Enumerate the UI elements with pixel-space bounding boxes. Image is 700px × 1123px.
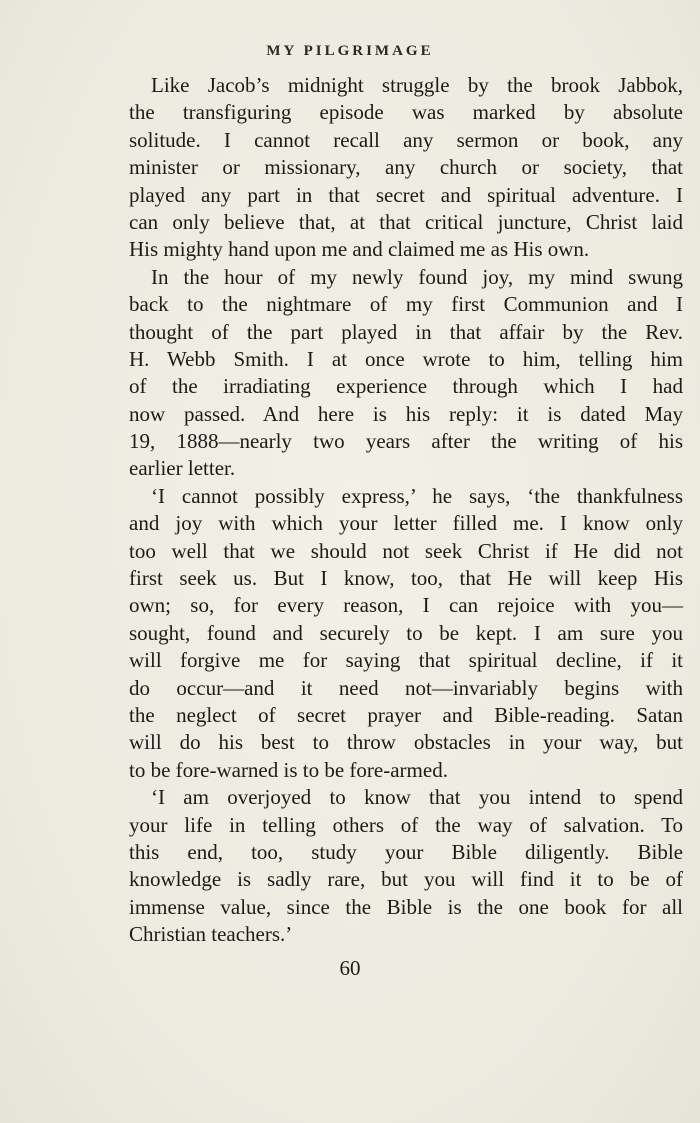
text-line: In the hour of my newly found joy, my mind swung xyxy=(151,264,683,289)
paragraph-4 xyxy=(129,784,683,948)
text-line: to be fore-warned is to be fore-armed. xyxy=(129,757,448,782)
text-line: and joy with which your letter filled me. I know only xyxy=(129,511,683,536)
text-line: your life in telling others of the way of salvation. To xyxy=(129,812,683,837)
text-line: of the irradiating experience through which I had xyxy=(129,374,683,399)
text-line: played any part in that secret and spiritual adventure. I xyxy=(129,182,683,207)
text-line: do occur—and it need not—invariably begins with xyxy=(129,675,683,700)
text-line: minister or missionary, any church or society, that xyxy=(129,155,683,180)
text-line: the neglect of secret prayer and Bible-reading. Satan xyxy=(129,702,683,727)
text-line: His mighty hand upon me and claimed me as His own. xyxy=(129,237,590,262)
text-line: back to the nightmare of my first Communion and I xyxy=(129,292,683,317)
text-line: will do his best to throw obstacles in your way, but xyxy=(129,730,683,755)
text-line: 19, 1888—nearly two years after the writing of his xyxy=(129,429,683,454)
text-line: immense value, since the Bible is the one book for all xyxy=(129,894,683,919)
text-line: knowledge is sadly rare, but you will find it to be of xyxy=(129,867,683,892)
text-line: ‘I am overjoyed to know that you intend to spend xyxy=(151,785,683,810)
running-head: MY PILGRIMAGE xyxy=(266,43,434,59)
text-line: sought, found and securely to be kept. I am sure you xyxy=(129,620,683,645)
paragraph-1 xyxy=(129,72,683,264)
text-line: Christian teachers.’ xyxy=(129,922,293,947)
text-line: will forgive me for saying that spiritual decline, if it xyxy=(129,648,683,673)
text-line: can only believe that, at that critical juncture, Christ laid xyxy=(129,209,683,234)
text-line: first seek us. But I know, too, that He will keep His xyxy=(129,566,683,591)
body-text xyxy=(129,72,683,949)
text-line: earlier letter. xyxy=(129,456,236,481)
text-line: Like Jacob’s midnight struggle by the brook Jabbok, xyxy=(151,73,683,97)
paragraph-2 xyxy=(129,264,683,483)
text-line: ‘I cannot possibly express,’ he says, ‘the thankfulness xyxy=(151,483,683,508)
text-line: now passed. And here is his reply: it is dated May xyxy=(129,401,683,426)
text-line: the transfiguring episode was marked by absolute xyxy=(129,100,683,125)
paragraph-3 xyxy=(129,483,683,784)
text-line: thought of the part played in that affair by the Rev. xyxy=(129,319,683,344)
text-line: H. Webb Smith. I at once wrote to him, telling him xyxy=(129,346,683,371)
page-number: 60 xyxy=(339,956,361,980)
text-line: this end, too, study your Bible diligently. Bible xyxy=(129,839,683,864)
text-line: own; so, for every reason, I can rejoice with you— xyxy=(129,593,683,618)
text-line: too well that we should not seek Christ if He did not xyxy=(129,538,683,563)
text-line: solitude. I cannot recall any sermon or book, any xyxy=(129,127,683,152)
